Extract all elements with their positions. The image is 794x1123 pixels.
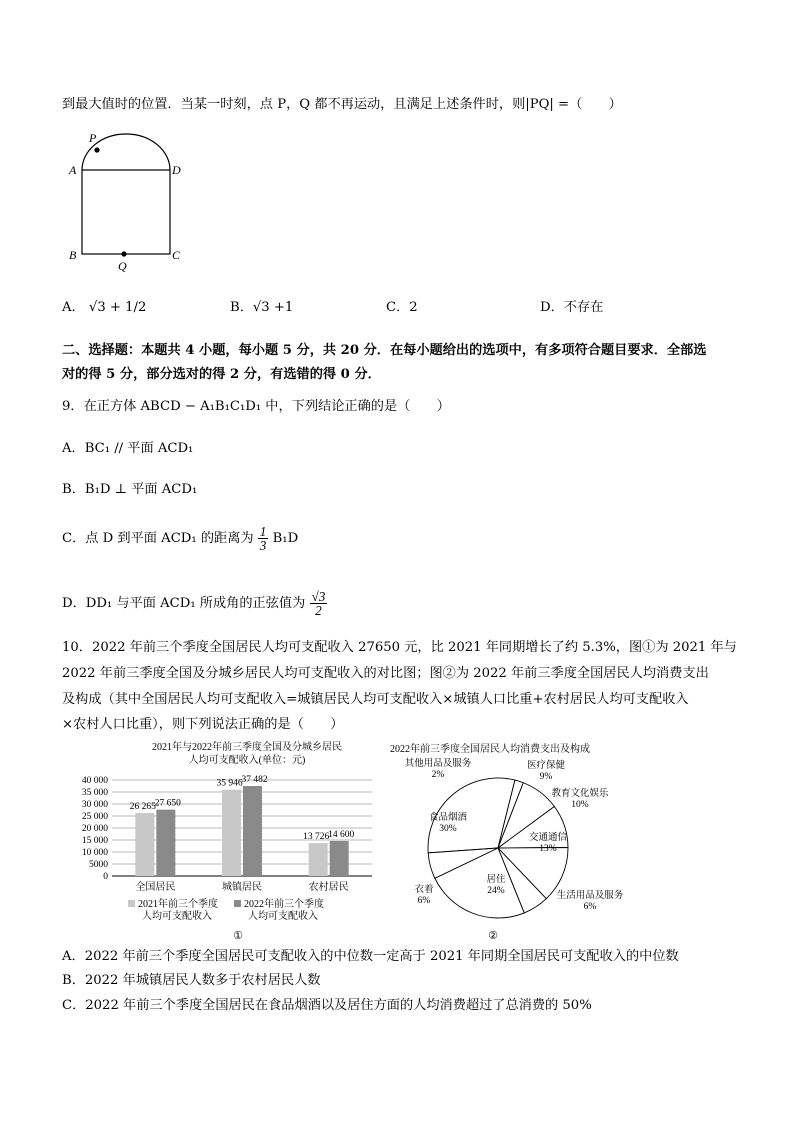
pie-slice-percent: 30% xyxy=(439,824,457,834)
y-tick-label: 0 xyxy=(103,872,108,882)
q10-line2: 2022 年前三季度全国及分城乡居民人均可支配收入的对比图；图②为 2022 年前三季度全国居民人均消费支出 xyxy=(62,666,709,681)
q10-choice-a: A．2022 年前三个季度全国居民可支配收入的中位数一定高于 2021 年同期全国居民可支配收入的中位数 xyxy=(62,949,679,964)
q9-choice-c-pre: C．点 D 到平面 ACD₁ 的距离为 xyxy=(62,531,254,546)
consumption-pie-chart xyxy=(380,738,640,943)
section2-line1: 二、选择题：本题共 4 小题，每小题 5 分，共 20 分．在每小题给出的选项中，有多项符合题目要求．全部选 xyxy=(62,343,707,358)
q8-choice-c: C．2 xyxy=(386,300,418,315)
bar-2-1 xyxy=(330,841,349,876)
pie-slice-label: 居住 xyxy=(486,875,506,885)
bar-chart-caption: ① xyxy=(233,930,243,942)
q10-line4: ×农村人口比重），则下列说法正确的是（ ） xyxy=(62,717,344,732)
label-p: P xyxy=(89,131,97,145)
bar-value-label: 37 482 xyxy=(241,775,268,786)
q9-choice-c xyxy=(62,525,298,553)
label-b: B xyxy=(69,248,77,262)
pie-slice-label: 衣着 xyxy=(414,885,434,895)
q9-choice-d-fraction xyxy=(310,590,328,617)
q9-choice-c-fraction xyxy=(258,525,269,552)
bar-value-label: 26 265 xyxy=(129,801,156,812)
q8-choice-a xyxy=(62,296,146,315)
legend-swatch-2021 xyxy=(128,900,135,907)
pie-slice-percent: 6% xyxy=(583,902,597,912)
q9-choice-a: A．BC₁ // 平面 ACD₁ xyxy=(62,441,194,456)
bar-0-1 xyxy=(156,810,175,876)
label-q: Q xyxy=(118,259,127,273)
bar-chart-title: 2021年与2022年前三季度全国及分城乡居民 xyxy=(152,742,342,753)
q9-choice-d-pre: D．DD₁ 与平面 ACD₁ 所成角的正弦值为 xyxy=(62,596,306,611)
label-c: C xyxy=(172,248,181,262)
q10-line3: 及构成（其中全国居民人均可支配收入=城镇居民人均可支配收入×城镇人口比重+农村居民人均可支配收入 xyxy=(62,692,689,707)
pie-slice-label: 交通通信 xyxy=(528,833,568,843)
q9-stem: 9．在正方体 ABCD − A₁B₁C₁D₁ 中，下列结论正确的是（ ） xyxy=(62,399,450,414)
bar-1-1 xyxy=(243,786,262,876)
bar-value-label: 27 650 xyxy=(154,798,181,809)
q8-question-tail: 到最大值时的位置．当某一时刻，点 P，Q 都不再运动，且满足上述条件时，则|PQ| =（ ） xyxy=(62,97,622,112)
y-tick-label: 10 000 xyxy=(81,848,108,858)
point-p xyxy=(94,147,99,152)
bar-chart-subtitle: 人均可支配收入(单位：元) xyxy=(188,755,306,766)
label-d: D xyxy=(172,163,181,177)
point-q xyxy=(121,251,126,256)
q8-choice-a-prefix: A． xyxy=(62,300,85,315)
bar-value-label: 35 946 xyxy=(216,778,243,789)
bar-2-0 xyxy=(309,843,328,876)
y-tick-label: 5000 xyxy=(89,860,108,870)
pie-slice-percent: 13% xyxy=(539,844,557,854)
pie-chart-caption: ② xyxy=(488,930,498,942)
fraction-denominator: 3 xyxy=(259,538,267,553)
fraction-numerator: √3 xyxy=(311,589,326,604)
bar-0-0 xyxy=(135,813,154,876)
bar-1-0 xyxy=(222,790,241,876)
y-tick-label: 25 000 xyxy=(81,812,108,822)
y-tick-label: 20 000 xyxy=(81,824,108,834)
legend-swatch-2022 xyxy=(234,900,241,907)
q10-line1: 10．2022 年前三个季度全国居民人均可支配收入 27650 元，比 2021 年同期增长了约 5.3%，图①为 2021 年与 xyxy=(62,640,737,655)
legend-2022-line1: 2022年前三个季度 xyxy=(244,899,324,910)
x-category-label: 全国居民 xyxy=(135,882,176,893)
pie-slice-percent: 2% xyxy=(431,770,445,780)
y-tick-label: 35 000 xyxy=(81,788,108,798)
legend-2022-line2: 人均可支配收入 xyxy=(248,911,318,922)
label-a: A xyxy=(69,163,77,177)
pie-slice-percent: 24% xyxy=(487,886,505,896)
q9-choice-c-post: B₁D xyxy=(272,531,299,546)
q8-choice-b: B．√3 +1 xyxy=(230,300,294,315)
q10-choice-b: B．2022 年城镇居民人数多于农村居民人数 xyxy=(62,973,321,988)
pie-slice-label: 医疗保健 xyxy=(526,761,566,771)
legend-2021-line2: 人均可支配收入 xyxy=(142,911,212,922)
fraction-numerator: 1 xyxy=(259,524,267,539)
pie-slice-label: 教育文化娱乐 xyxy=(551,789,609,799)
pie-slice-percent: 9% xyxy=(539,772,553,782)
q10-choice-c: C．2022 年前三个季度全国居民在食品烟酒以及居住方面的人均消费超过了总消费的 50% xyxy=(62,998,592,1013)
legend-2021-line1: 2021年前三个季度 xyxy=(138,899,218,910)
pie-slice-percent: 10% xyxy=(571,800,589,810)
q9-choice-b: B．B₁D ⊥ 平面 ACD₁ xyxy=(62,482,198,497)
q8-figure xyxy=(64,128,194,276)
pie-slice-label: 其他用品及服务 xyxy=(404,759,472,769)
square-abcd xyxy=(82,170,170,254)
pie-slice-label: 食品烟酒 xyxy=(428,813,468,823)
y-tick-label: 15 000 xyxy=(81,836,108,846)
x-category-label: 城镇居民 xyxy=(222,882,262,893)
income-bar-chart xyxy=(62,738,392,943)
fraction-denominator: 2 xyxy=(315,603,322,618)
y-tick-label: 30 000 xyxy=(81,800,108,810)
section2-line2: 对的得 5 分，部分选对的得 2 分，有选错的得 0 分． xyxy=(62,367,381,382)
bar-value-label: 14 600 xyxy=(328,829,355,840)
y-tick-label: 40 000 xyxy=(81,776,108,786)
q8-choice-d: D．不存在 xyxy=(540,300,604,315)
q9-choice-d xyxy=(62,588,327,620)
pie-chart-title: 2022年前三季度全国居民人均消费支出及构成 xyxy=(390,744,590,755)
q8-choice-a-value: √3 + 1/2 xyxy=(88,300,147,315)
pie-slice-label: 生活用品及服务 xyxy=(556,891,624,901)
pie-slice-percent: 6% xyxy=(417,896,431,906)
x-category-label: 农村居民 xyxy=(308,882,349,893)
bar-value-label: 13 726 xyxy=(303,832,330,843)
